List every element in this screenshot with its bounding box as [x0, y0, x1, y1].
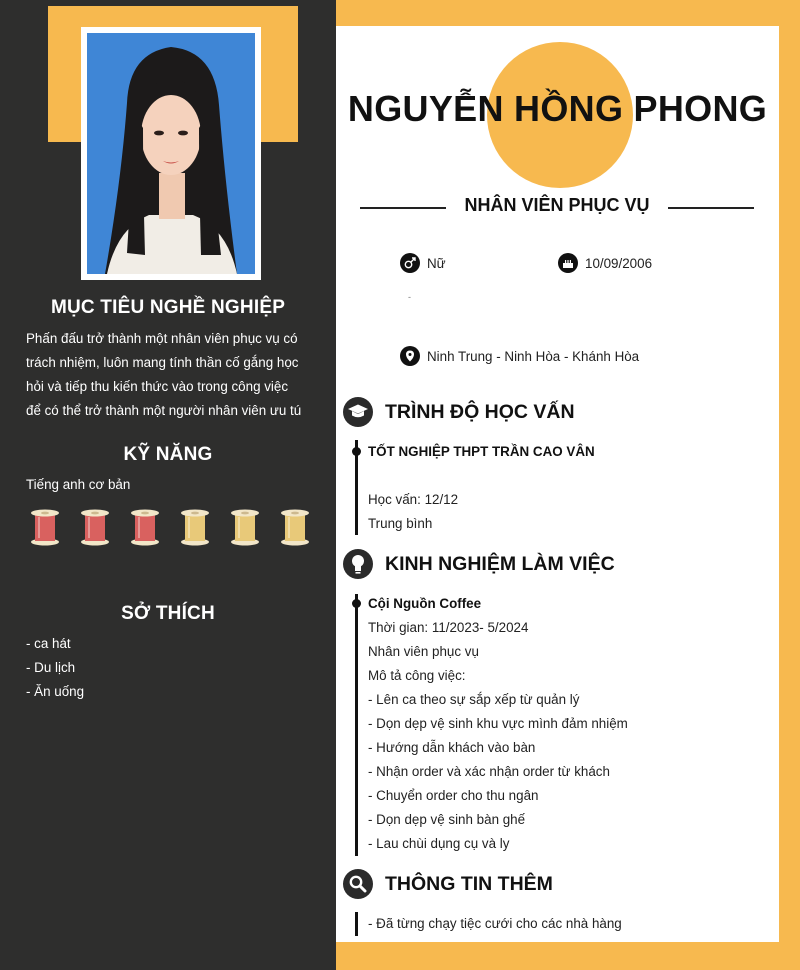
extra-timeline	[355, 912, 358, 936]
search-icon	[343, 869, 373, 899]
hobby-item: - ca hát	[26, 636, 71, 651]
lightbulb-icon	[343, 549, 373, 579]
gender-value: Nữ	[427, 255, 446, 271]
profile-photo-frame	[81, 27, 261, 280]
profile-photo	[87, 33, 255, 274]
hobby-item: - Ăn uống	[26, 684, 85, 699]
gender-icon	[400, 253, 420, 273]
candidate-name: NGUYỄN HỒNG PHONG	[347, 88, 768, 129]
role-divider-right	[668, 207, 754, 209]
objective-text	[26, 327, 314, 423]
thread-spool-icon-empty	[180, 508, 210, 546]
info-dash: -	[408, 292, 411, 302]
thread-spool-icon-filled	[80, 508, 110, 546]
hobbies-title: SỞ THÍCH	[121, 603, 215, 624]
experience-title: KINH NGHIỆM LÀM VIỆC	[385, 552, 615, 575]
birthdate-info	[558, 253, 652, 273]
address-value: Ninh Trung - Ninh Hòa - Khánh Hòa	[427, 348, 640, 364]
skill-name: Tiếng anh cơ bản	[26, 477, 131, 492]
experience-header	[343, 549, 615, 579]
extra-info-line: - Đã từng chạy tiệc cưới cho các nhà hàng	[368, 916, 622, 931]
thread-spool-icon-filled	[30, 508, 60, 546]
experience-line: - Lên ca theo sự sắp xếp từ quản lý	[368, 692, 580, 707]
skill-level-rating	[30, 508, 310, 546]
education-grade: Học vấn: 12/12	[368, 492, 459, 507]
experience-line: - Chuyển order cho thu ngân	[368, 788, 539, 803]
objective-line: Phấn đấu trở thành một nhân viên phục vụ có	[26, 331, 298, 346]
timeline-dot	[352, 599, 361, 608]
hobby-item: - Du lịch	[26, 660, 76, 675]
education-title: TRÌNH ĐỘ HỌC VẤN	[385, 400, 575, 423]
thread-spool-icon-filled	[130, 508, 160, 546]
experience-line: - Nhận order và xác nhận order từ khách	[368, 764, 610, 779]
experience-line: Mô tả công việc:	[368, 668, 466, 683]
education-rank: Trung bình	[368, 516, 433, 531]
experience-line: Thời gian: 11/2023- 5/2024	[368, 620, 529, 635]
experience-line: - Dọn dẹp vệ sinh bàn ghế	[368, 812, 526, 827]
objective-line: trách nhiệm, luôn mang tính thần cố gắng học	[26, 355, 299, 370]
address-info	[400, 346, 639, 366]
experience-line: Nhân viên phục vụ	[368, 644, 479, 659]
left-sidebar	[0, 0, 336, 970]
objective-title: MỤC TIÊU NGHỀ NGHIỆP	[50, 297, 286, 318]
thread-spool-icon-empty	[230, 508, 260, 546]
experience-timeline	[355, 594, 358, 856]
thread-spool-icon-empty	[280, 508, 310, 546]
role-divider-left	[360, 207, 446, 209]
gender-info	[400, 253, 446, 273]
experience-line: - Hướng dẫn khách vào bàn	[368, 740, 536, 755]
education-school: TỐT NGHIỆP THPT TRẦN CAO VÂN	[368, 444, 595, 459]
timeline-dot	[352, 447, 361, 456]
location-pin-icon	[400, 346, 420, 366]
extra-info-title: THÔNG TIN THÊM	[385, 872, 553, 895]
objective-line: để có thể trở thành một người nhân viên ưu tú	[26, 403, 302, 418]
experience-line: - Lau chùi dụng cụ và ly	[368, 836, 510, 851]
experience-company: Cội Nguồn Coffee	[368, 596, 482, 611]
objective-line: hỏi và tiếp thu kiến thức vào trong công việc	[26, 379, 289, 394]
experience-line: - Dọn dẹp vệ sinh khu vực mình đảm nhiệm	[368, 716, 628, 731]
graduation-cap-icon	[343, 397, 373, 427]
education-header	[343, 397, 575, 427]
extra-info-header	[343, 869, 553, 899]
skills-title: KỸ NĂNG	[123, 444, 213, 465]
birthdate-value: 10/09/2006	[585, 255, 653, 271]
birthday-cake-icon	[558, 253, 578, 273]
job-title: NHÂN VIÊN PHỤC VỤ	[464, 195, 650, 215]
